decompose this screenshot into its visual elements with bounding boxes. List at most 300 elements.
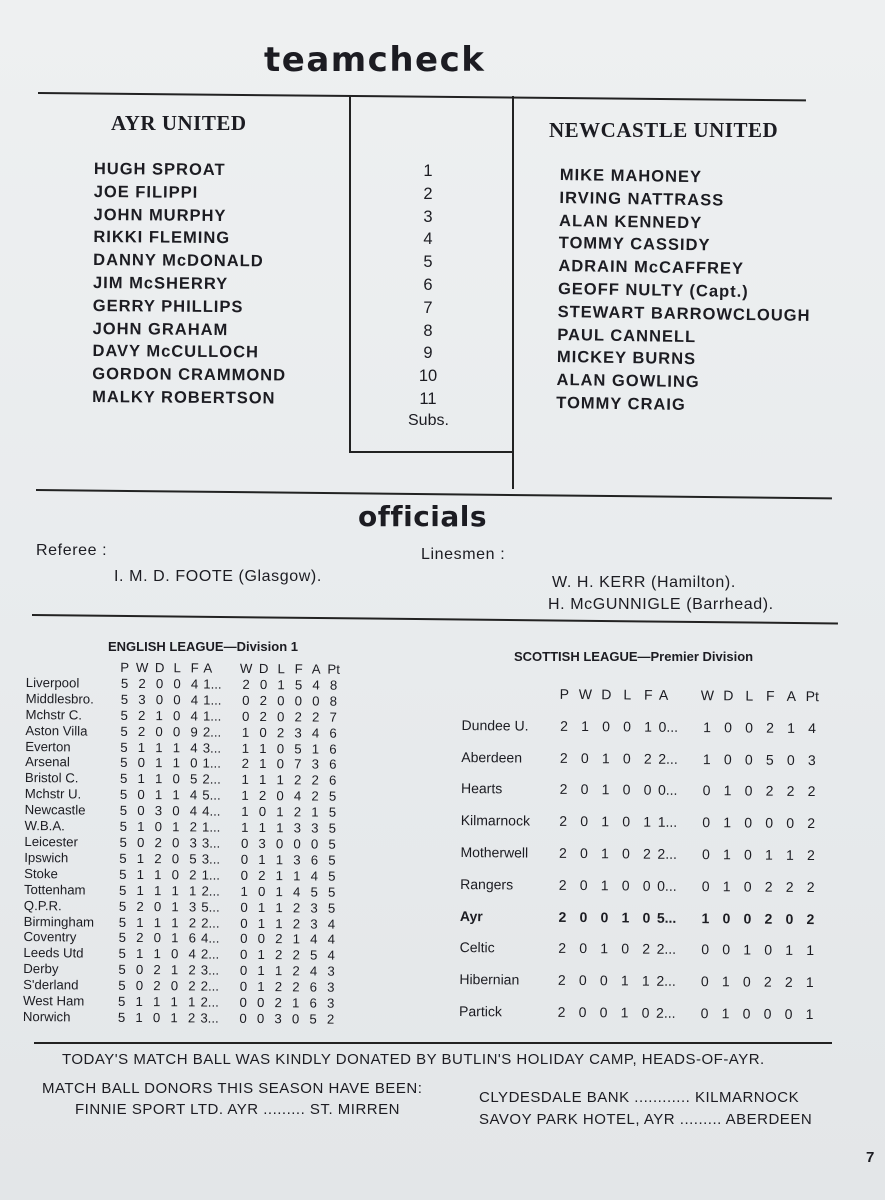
stat-cell: 1... [201,819,221,835]
stat-cell: 0 [580,781,589,798]
stat-cell: 0 [276,756,285,772]
stat-cell: 4 [190,676,199,692]
stat-cell: 0 [135,978,144,994]
column-header: W [578,686,593,703]
shirt-number: 9 [423,344,433,363]
scottish-league-row [459,964,820,999]
stat-cell: 1 [275,867,284,884]
stat-cell: 1 [292,995,300,1011]
stat-cell: 5 [120,707,129,723]
stat-cell: 2 [138,675,146,691]
stat-cell: 5... [201,899,220,915]
stat-cell: 0 [171,835,180,851]
stat-cell: 2 [188,914,197,930]
stat-cell: 0 [152,1010,161,1026]
column-header: D [154,660,165,676]
stat-cell: 1 [805,974,814,991]
team-name-cell: Norwich [22,1008,71,1025]
stat-cell: 4 [327,947,335,964]
stat-cell: 1 [274,963,283,979]
stat-cell: 0 [580,845,588,862]
stat-cell: 2 [275,931,283,947]
stat-cell: 5 [119,787,128,803]
stat-cell: 2 [559,749,568,766]
league-top-rule [32,614,838,624]
donor-clydesdale-bank: CLYDESDALE BANK ............ KILMARNOCK [479,1089,800,1106]
stat-cell: 1 [170,962,179,978]
stat-cell: 5 [118,962,126,978]
stat-cell: 0 [190,755,198,771]
stat-cell: 3 [274,1011,282,1027]
stat-cell: 0 [277,693,285,709]
footer-top-rule [34,1042,832,1044]
stat-cell: 2 [763,973,772,990]
stat-cell: 0 [137,787,145,803]
away-player: MIKE MAHONEY [559,165,703,187]
stat-cell: 0 [170,978,179,994]
stat-cell: 2 [558,876,567,893]
stat-cell: 1 [241,804,249,820]
stat-cell: 0 [723,750,732,767]
stat-cell: 0 [622,750,631,767]
stat-cell: 1 [721,973,730,990]
stat-cell: 5 [327,884,336,900]
shirt-number-list [410,160,446,411]
stat-cell: 1 [601,749,610,766]
team-name-cell: Derby [23,961,59,977]
stat-cell: 2 [784,974,793,991]
stat-cell: 2 [326,1011,335,1027]
stat-cell: 4 [190,708,198,724]
stat-cell: 6 [310,852,319,868]
team-name-cell: Aberdeen [461,748,523,766]
stat-cell: 5 [119,771,128,787]
stat-cell: 1 [601,813,610,830]
stat-cell: 1 [258,772,267,788]
stat-cell: 1 [275,852,284,868]
stat-cell: 0 [621,845,630,862]
stat-cell: 5 [310,884,318,900]
stat-cell: 2 [154,851,162,867]
stat-cell: 1 [276,820,284,836]
stat-cell: 0 [763,1005,772,1022]
stat-cell: 2 [189,867,197,883]
stat-cell: 1 [155,707,164,723]
stat-cell: 0 [600,908,609,925]
stat-cell: 0 [765,814,774,831]
stat-cell: 1 [257,899,266,915]
team-name-cell: Ipswich [24,849,69,866]
home-player: JOHN GRAHAM [92,319,229,339]
column-header: F [766,687,775,704]
stat-cell: 0 [724,719,733,736]
column-header: W [239,660,253,676]
shirt-number: 10 [418,367,438,386]
home-player: MALKY ROBERTSON [92,387,276,408]
stat-cell: 0 [743,910,752,927]
stat-cell: 5 [117,1009,126,1025]
stat-cell: 5 [119,850,127,866]
away-player: ADRAIN McCAFFREY [558,257,745,279]
stat-cell: 0... [657,877,677,894]
team-name-cell: Mchstr U. [24,786,82,802]
stat-cell: 1 [787,719,796,736]
team-name-cell: Dundee U. [461,716,529,734]
away-player: MICKEY BURNS [556,348,697,369]
stat-cell: 2 [153,962,161,978]
stat-cell: 5 [118,898,127,914]
team-name-cell: West Ham [22,993,85,1009]
stat-cell: 0 [642,909,651,926]
team-name-cell: Leicester [24,833,78,850]
stat-cell: 5 [119,818,128,834]
stat-cell: 8 [329,693,338,709]
stat-cell: 5 [118,930,127,946]
match-ball-note: TODAY'S MATCH BALL WAS KINDLY DONATED BY BUTLIN'S HOLIDAY CAMP, HEADS-OF-AYR. [62,1051,765,1068]
stat-cell: 0 [242,708,250,724]
stat-cell: 1 [643,813,652,830]
stat-cell: 1 [136,866,145,882]
stat-cell: 6 [329,725,337,741]
stat-cell: 6 [309,979,318,995]
stat-cell: 2 [786,783,795,800]
stat-cell: 0 [256,1010,265,1027]
column-header: L [745,687,754,704]
stat-cell: 2 [293,772,302,788]
stat-cell: 1 [153,914,162,930]
away-player: TOMMY CRAIG [556,393,686,414]
stat-cell: 0 [744,782,753,799]
team-name-cell: Hearts [460,780,503,797]
stat-cell: 2... [656,941,677,958]
stat-cell: 0... [657,782,678,799]
stat-cell: 5 [294,677,303,693]
stat-cell: 1 [154,771,163,787]
stat-cell: 2 [560,717,569,734]
stat-cell: 0 [310,836,319,852]
stat-cell: 0 [155,691,164,708]
stat-cell: 5 [328,852,336,868]
stat-cell: 0 [259,676,268,693]
stat-cell: 4 [310,931,318,947]
stat-cell: 4 [292,884,301,900]
stat-cell: 2 [806,910,815,927]
donor-savoy-park-hotel: SAVOY PARK HOTEL, AYR ......... ABERDEEN [479,1111,813,1128]
stat-cell: 1 [172,787,180,803]
stat-cell: 4 [327,916,336,932]
stat-cell: 1 [701,909,710,926]
stat-cell: 5 [309,1011,317,1027]
stat-cell: 1 [277,677,285,693]
stat-cell: 0 [580,749,589,766]
stat-cell: 2... [200,946,220,963]
stat-cell: 1 [311,804,319,820]
team-column-header [26,659,116,676]
column-header: P [559,685,570,702]
stat-cell: 1 [153,994,161,1010]
stat-cell: 0 [276,788,284,804]
stat-cell: 4 [189,787,198,803]
stat-cell: 3 [310,900,318,916]
stat-cell: 1 [153,882,162,898]
stat-cell: 5 [118,993,126,1009]
stat-cell: 1 [806,942,815,959]
scottish-league-row [460,869,821,904]
stat-cell: 3 [188,899,197,915]
stat-cell: 1 [137,819,145,835]
team-name-cell: Motherwell [460,843,529,861]
stat-cell: 2 [138,707,146,723]
stat-cell: 4 [311,725,320,741]
stat-cell: 2... [201,883,220,899]
english-league-row [23,945,340,964]
stat-cell: 5... [656,909,677,926]
stat-cell: 1 [620,972,629,989]
stat-cell: 0 [722,941,731,958]
stat-cell: 2... [657,845,678,862]
stat-cell: 5 [327,900,336,916]
stat-cell: 1 [241,740,250,756]
stat-cell: 2 [311,788,319,804]
stat-cell: 0 [578,1004,587,1021]
stat-cell: 2 [559,781,568,798]
stat-cell: 5... [202,787,221,803]
stat-cell: 0 [622,813,631,830]
subs-label: Subs. [408,412,449,429]
stat-cell: 0 [153,930,162,946]
stat-cell: 1 [292,931,301,947]
stat-cell: 1 [259,740,267,756]
stat-cell: 0 [240,851,249,867]
stat-cell: 6 [329,757,337,773]
stat-cell: 5 [328,788,337,804]
home-player-list [92,158,288,410]
stat-cell: 1 [257,979,265,995]
stat-cell: 2 [559,844,567,861]
stat-cell: 4 [293,788,302,804]
away-player: TOMMY CASSIDY [558,234,711,255]
stat-cell: 0 [293,836,301,852]
column-header: D [258,661,269,677]
column-header: Pt [805,688,820,705]
stat-cell: 0 [137,755,146,771]
stat-cell: 3 [311,756,320,772]
stat-cell: 0 [622,781,631,798]
english-league-title: ENGLISH LEAGUE—Division 1 [108,639,298,654]
stat-cell: 3 [327,979,335,995]
stat-cell: 7 [294,756,302,772]
stat-cell: 1 [702,750,711,767]
stat-cell: 3 [327,963,335,979]
stat-cell: 1 [723,782,732,799]
stat-cell: 0 [170,946,179,962]
column-header: A [658,686,669,703]
home-player: DANNY McDONALD [93,251,264,271]
stat-cell: 1 [154,866,162,882]
stat-cell: 0 [257,883,266,899]
home-player: DAVY McCULLOCH [92,342,260,362]
stat-cell: 1 [257,915,266,931]
stat-cell: 2 [806,878,815,895]
away-player: ALAN KENNEDY [558,211,703,232]
stat-cell: 2 [292,979,300,995]
stat-cell: 5 [119,866,127,882]
stat-cell: 4 [327,932,336,948]
stat-cell: 2 [559,813,568,830]
stat-cell: 0 [621,940,630,957]
stat-cell: 1 [805,1005,814,1023]
stat-cell: 2... [202,771,221,788]
stat-cell: 2 [766,719,775,736]
stat-cell: 0 [701,846,710,863]
stat-cell: 0 [578,972,587,989]
away-player: GEOFF NULTY (Capt.) [557,279,749,301]
stat-cell: 4 [312,677,320,693]
stat-cell: 1 [276,772,284,788]
stat-cell: 5 [120,675,129,691]
stat-cell: 0 [239,994,247,1010]
stat-cell: 0 [621,877,630,894]
stat-cell: 2 [312,709,320,725]
stat-cell: 2 [642,845,651,862]
stat-cell: 2 [311,772,319,788]
stat-cell: 5 [309,947,318,963]
linesman-1: W. H. KERR (Hamilton). [552,574,736,591]
stat-cell: 1 [171,914,179,930]
stat-cell: 6 [329,741,337,757]
stat-cell: 0 [240,931,248,947]
stat-cell: 0 [240,867,249,883]
stat-cell: 0 [172,803,180,819]
stat-cell: 3 [293,820,302,836]
stat-cell: 3 [311,820,319,836]
stat-cell: 1 [136,914,144,930]
team-name-cell: Coventry [23,929,77,945]
stat-cell: 2... [200,978,220,994]
column-header: D [723,687,734,704]
stat-cell: 1 [171,898,179,914]
stat-cell: 0 [171,867,180,883]
stat-cell: 1... [202,755,221,772]
stat-cell: 0 [276,740,285,756]
stat-cell: 1 [785,942,794,959]
stat-cell: 0 [700,1005,709,1022]
stat-cell: 2 [241,756,250,772]
stat-cell: 5 [119,802,128,819]
stat-cell: 0 [623,718,632,735]
home-team-name: AYR UNITED [111,111,247,135]
stat-cell: 3 [293,852,301,868]
stat-cell: 1 [137,739,146,755]
stat-cell: 3 [294,724,302,741]
stat-cell: 5 [118,977,126,994]
stat-cell: 0 [700,973,709,990]
team-name-cell: S'derland [23,977,79,993]
stat-cell: 1 [258,851,266,867]
english-league-row [24,882,341,901]
stat-cell: 2 [187,1010,196,1026]
stat-cell: 2 [136,930,144,946]
linesmen-label: Linesmen : [421,546,506,563]
english-league-row [24,834,341,853]
team-name-cell: Arsenal [25,754,70,770]
stat-cell: 0 [643,781,652,799]
stat-cell: 0 [257,995,265,1011]
team-name-cell: Tottenham [23,881,86,898]
stat-cell: 1 [241,819,249,836]
stat-cell: 0 [702,782,711,799]
stat-cell: 1 [257,947,265,963]
stat-cell: 0 [240,835,249,851]
stat-cell: 0 [171,851,180,867]
stat-cell: 1... [203,692,222,708]
stat-cell: 2 [558,940,567,957]
stat-cell: 1 [172,819,180,835]
stat-cell: 1 [601,845,609,862]
stat-cell: 2 [807,783,816,800]
stat-cell: 2 [292,963,300,979]
stat-cell: 5 [328,836,336,852]
column-header: A [786,687,797,704]
stat-cell: 0 [742,973,751,990]
home-player: GORDON CRAMMOND [92,365,287,385]
stat-cell: 0 [743,846,752,863]
stat-cell: 6 [309,995,317,1011]
shirt-number: 3 [423,207,433,226]
stat-cell: 0 [173,692,181,708]
stat-cell: 5 [120,755,128,771]
stat-cell: 0 [155,676,164,692]
stat-cell: 0 [579,876,588,893]
stat-cell: 2 [292,899,301,915]
stat-cell: 1 [722,878,731,895]
stat-cell: 1... [201,867,221,883]
stat-cell: 1 [172,739,181,755]
stat-cell: 2 [259,708,267,724]
stat-cell: 0 [641,1004,650,1021]
stat-cell: 2... [202,724,222,740]
shirt-number: 5 [423,253,433,272]
stat-cell: 5 [294,740,302,756]
stat-cell: 3 [327,995,335,1011]
stat-cell: 1 [135,1009,143,1025]
stat-cell: 3... [201,851,221,867]
stat-cell: 1 [241,724,250,740]
stat-cell: 0 [239,963,248,979]
stat-cell: 1 [764,846,773,863]
stat-cell: 2 [807,815,816,832]
stat-cell: 2 [642,940,651,958]
stat-cell: 1 [135,994,144,1010]
stat-cell: 2 [276,724,285,740]
top-rule [38,92,806,101]
stat-cell: 2 [292,947,300,963]
stat-cell: 1 [723,814,732,831]
stat-cell: 4 [189,803,198,819]
home-player: JOE FILIPPI [93,182,199,202]
stat-cell: 2... [656,972,676,990]
stat-cell: 5 [765,751,774,768]
team-name-cell: Celtic [459,939,495,956]
stat-cell: 0 [239,979,248,995]
stat-cell: 1 [644,718,653,735]
stat-cell: 0 [259,724,267,740]
stat-cell: 1 [600,940,609,957]
stat-cell: 1 [155,755,163,771]
stat-cell: 0 [580,813,589,830]
shirt-number: 6 [423,275,433,294]
stat-cell: 1 [311,741,320,757]
